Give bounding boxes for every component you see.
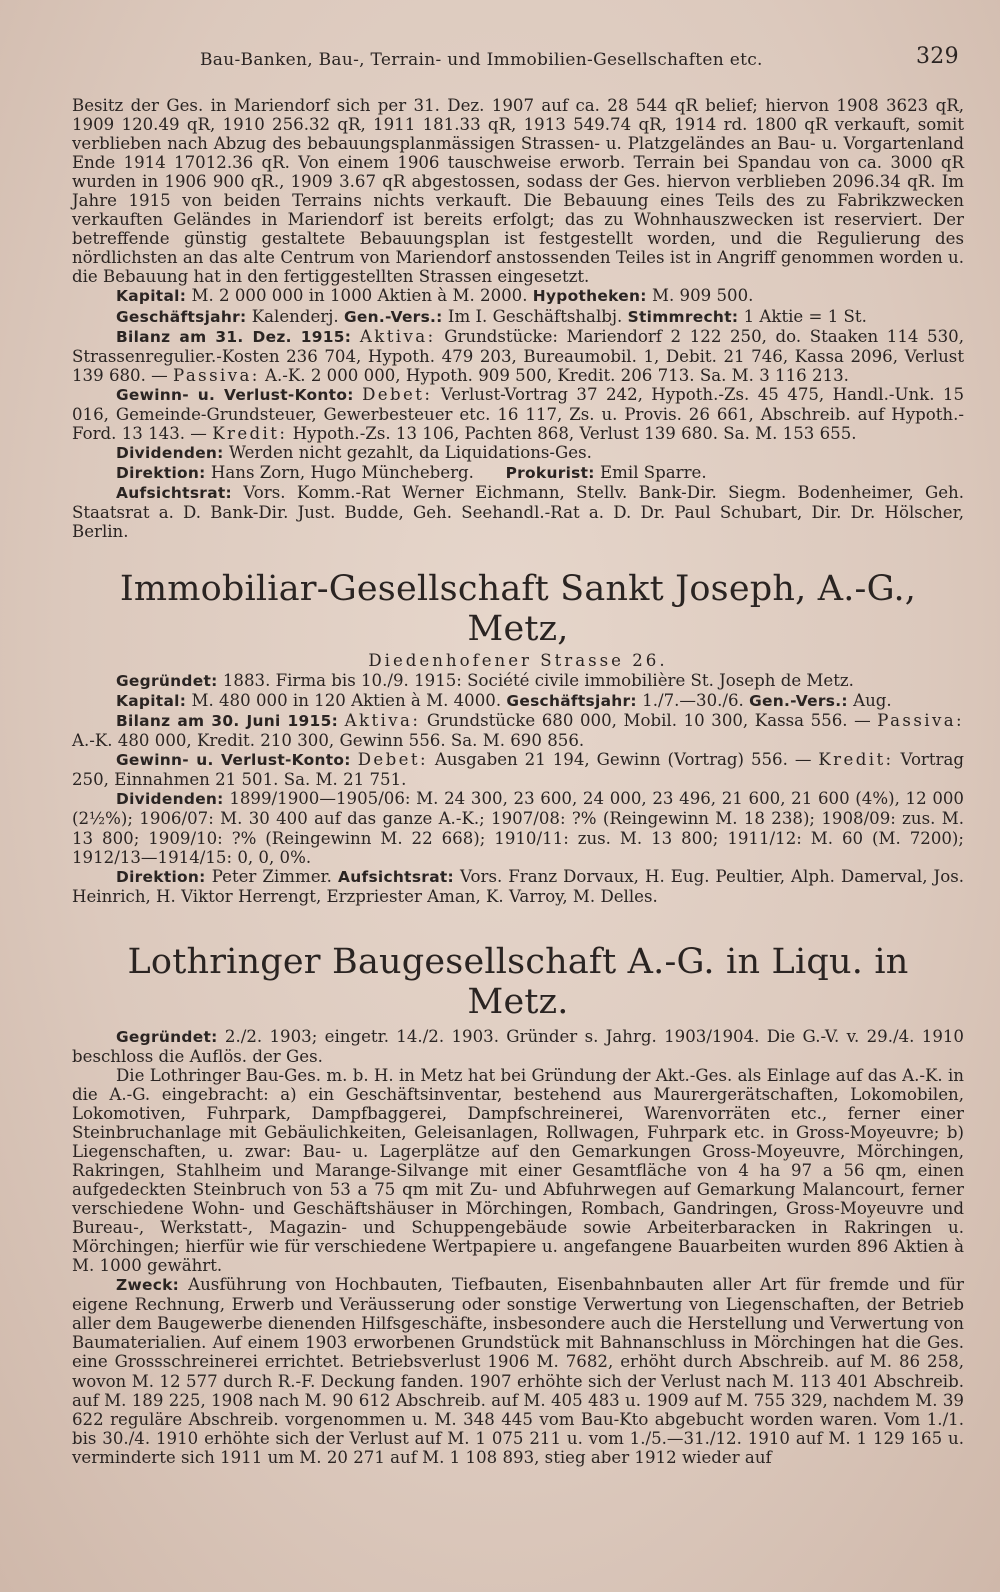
prokurist-value: Emil Sparre. [594, 462, 707, 482]
section3-purpose [72, 1275, 964, 1466]
dividenden-value: 1899/1900—1905/06: M. 24 300, 23 600, 24 000, 23 496, 21 600, 21 600 (4%), 12 000 (2½%); 1906/07: M. 30 400 auf das ganze A.-K.; 1907/08: ?% (Reingewinn M. 18 238); 1908/09: zus. M. 13 800; 1909/10: ?% (Reingewinn M. 22 668); 1910/11: zus. M. 13 800; 1911/12: M. 60 (M. 7200); 1912/13—1914/15: 0, 0, 0%. [72, 789, 964, 867]
section2-direction [72, 867, 964, 906]
label-gv-konto: Gewinn- u. Verlust-Konto: [116, 385, 354, 404]
gen-vers-value: Aug. [847, 691, 892, 711]
label-aktiva: Aktiva: [344, 711, 421, 731]
label-direktion: Direktion: [116, 463, 206, 482]
section1-dividends [72, 443, 964, 463]
section2-founded [72, 671, 964, 691]
label-kapital: Kapital: [116, 287, 187, 306]
label-passiva: Passiva: [173, 365, 260, 385]
label-geschaeftsjahr: Geschäftsjahr: [116, 307, 247, 326]
bilanz-aktiva: Grundstücke: Mariendorf 2 122 250, do. Staaken 114 530, Strassenregulier.-Kosten 236 704, Hypoth. 479 203, Bureaumobil. 1, Debit. 21 746, Kassa 2096, Verlust 139 680. — [72, 326, 964, 385]
section3-founded [72, 1027, 964, 1066]
section1-supervisory-board [72, 483, 964, 541]
section1-text: Besitz der Ges. in Mariendorf sich per 31. Dez. 1907 auf ca. 28 544 qR belief; hiervon 1908 3623 qR, 1909 120.49 qR, 1910 256.32 qR, 1911 181.33 qR, 1913 549.74 qR, 1914 rd. 1800 qR verkauft, somit verblieben nach Abzug des bebauungsplanmässigen Strassen- u. Platzgeländes an Bau- u. Vorgartenland Ende 1914 17012.36 qR. Von einem 1906 tauschweise erworb. Terrain bei Spandau von ca. 3000 qR wurden in 1906 900 qR., 1909 3.67 qR abgestossen, sodass der Ges. hiervon verblieben 2096.34 qR. Im Jahre 1915 von beiden Terrains nichts verkauft. Die Bebauung eines Teils des zu Fabrikzwecken verkauften Geländes in Mariendorf ist bereits erfolgt; das zu Wohnhauszwecken ist reserviert. Der betreffende günstig gestaltete Bebauungsplan ist festgestellt worden, und die Regulierung des nördlichsten an das alte Centrum von Mariendorf anstossenden Teiles ist in Angriff genommen worden u. die Bebauung hat in den fertiggestellten Strassen eingesetzt. [72, 96, 964, 287]
label-gegruendet: Gegründet: [116, 672, 218, 691]
label-aufsichtsrat: Aufsichtsrat: [116, 483, 232, 502]
label-dividenden: Dividenden: [116, 443, 224, 462]
stimmrecht-value: 1 Aktie = 1 St. [738, 306, 867, 326]
bilanz-passiva: A.-K. 480 000, Kredit. 210 300, Gewinn 556. Sa. M. 690 856. [72, 731, 585, 751]
aufsichtsrat-value: Vors. Franz Dorvaux, H. Eug. Peultier, Alph. Damerval, Jos. Heinrich, H. Viktor Herrengt, Erzpriester Aman, K. Varroy, M. Delles. [72, 866, 964, 906]
label-geschaeftsjahr: Geschäftsjahr: [506, 692, 637, 711]
direktion-value: Hans Zorn, Hugo Müncheberg. [205, 462, 506, 482]
section1-capital [72, 286, 964, 306]
label-direktion: Direktion: [116, 867, 206, 886]
company-address: Diedenhofener Strasse 26. [368, 651, 668, 671]
section2-balance [72, 711, 964, 750]
label-aktiva: Aktiva: [359, 326, 436, 346]
section1-profit-loss [72, 385, 964, 443]
label-hypotheken: Hypotheken: [532, 287, 647, 306]
kapital-value: M. 480 000 in 120 Aktien à M. 4000. [186, 691, 507, 711]
kapital-value: M. 2 000 000 in 1000 Aktien à M. 2000. [186, 286, 533, 306]
bilanz-passiva: A.-K. 2 000 000, Hypoth. 909 500, Kredit. 206 713. Sa. M. 3 116 213. [259, 365, 849, 385]
bilanz-aktiva: Grundstücke 680 000, Mobil. 10 300, Kassa 556. — [420, 711, 878, 731]
label-prokurist: Prokurist: [505, 463, 595, 482]
page-content [72, 96, 964, 1467]
label-debet: Debet: [362, 384, 433, 404]
section1-balance [72, 327, 964, 385]
company-title-lothringer: Lothringer Baugesellschaft A.-G. in Liqu. in Metz. [127, 941, 909, 1022]
geschaeftsjahr-value: 1./7.—30./6. [636, 691, 750, 711]
label-passiva: Passiva: [877, 711, 965, 731]
label-bilanz: Bilanz am 31. Dez. 1915: [116, 327, 352, 346]
gv-kredit: Hypoth.-Zs. 13 106, Pachten 868, Verlust 139 680. Sa. M. 153 655. [287, 423, 857, 443]
label-zweck: Zweck: [116, 1276, 180, 1295]
hypotheken-value: M. 909 500. [646, 286, 754, 306]
section1-direction [72, 463, 964, 483]
label-gen-vers: Gen.-Vers.: [343, 307, 443, 326]
geschaeftsjahr-value: Kalenderj. [246, 306, 344, 326]
label-dividenden: Dividenden: [116, 790, 224, 809]
label-gen-vers: Gen.-Vers.: [749, 692, 848, 711]
section3-contribution: Die Lothringer Bau-Ges. m. b. H. in Metz hat bei Gründung der Akt.-Ges. als Einlage auf das A.-K. in die A.-G. eingebracht: a) ein Geschäftsinventar, bestehend aus Maurergerätschaften, Lokomobilen, Lokomotiven, Fuhrpark, Dampfbaggerei, Dampfschreinerei, Warenvorräten etc., ferner einer Steinbruchanlage mit Gebäulichkeiten, Geleisanlagen, Rollwagen, Fuhrpark etc. in Gross-Moyeuvre; b) Liegenschaften, u. zwar: Bau- u. Lagerplätze auf den Gemarkungen Gross-Moyeuvre, Mörchingen, Rakringen, Stahlheim und Marange-Silvange mit einer Gesamtfläche von 4 ha 97 a 56 qm, einen aufgedeckten Steinbruch von 53 a 75 qm mit Zu- und Abfuhrwegen auf Gemarkung Malancourt, ferner verschiedene Wohn- und Geschäftshäuser in Mörchingen, Rombach, Gandringen, Gross-Moyeuvre und Bureau-, Werkstatt-, Magazin- und Schuppengebäude sowie Arbeiterbaracken in Rakringen u. Mörchingen; hierfür wie für verschiedene Wertpapiere u. angefangene Bauarbeiten wurden 896 Aktien à M. 1000 gewährt. [72, 1065, 964, 1276]
gv-debet: Verlust-Vortrag 37 242, Hypoth.-Zs. 45 475, Handl.-Unk. 15 016, Gemeinde-Grundsteuer, Gewerbesteuer etc. 16 117, Zs. u. Provis. 26 661, Abschreib. auf Hypoth.-Ford. 13 143. — [72, 384, 964, 443]
label-gegruendet: Gegründet: [116, 1027, 218, 1046]
page-header [0, 44, 1000, 74]
gen-vers-value: Im I. Geschäftshalbj. [442, 306, 628, 326]
section2-profit-loss [72, 750, 964, 789]
label-bilanz: Bilanz am 30. Juni 1915: [116, 712, 339, 731]
direktion-value: Peter Zimmer. [205, 866, 338, 886]
label-aufsichtsrat: Aufsichtsrat: [338, 867, 454, 886]
label-kredit: Kredit: [818, 750, 894, 770]
gegruendet-value: 1883. Firma bis 10./9. 1915: Société civile immobilière St. Joseph de Metz. [217, 671, 854, 691]
page-number: 329 [916, 44, 959, 69]
gv-kredit: Vortrag 250, Einnahmen 21 501. Sa. M. 21 751. [72, 750, 964, 790]
label-gv-konto: Gewinn- u. Verlust-Konto: [116, 751, 351, 770]
section1-business-year [72, 307, 964, 327]
label-stimmrecht: Stimmrecht: [627, 307, 739, 326]
label-debet: Debet: [357, 750, 428, 770]
company-title-sankt-joseph: Immobiliar-Gesellschaft Sankt Joseph, A.-G., Metz, [119, 569, 917, 650]
label-kredit: Kredit: [212, 423, 288, 443]
running-title: Bau-Banken, Bau-, Terrain- und Immobilien-Gesellschaften etc. [200, 50, 763, 70]
zweck-value: Ausführung von Hochbauten, Tiefbauten, Eisenbahnbauten aller Art für fremde und für eigene Rechnung, Erwerb und Veräusserung oder sonstige Verwertung von Liegenschaften, der Betrieb aller dem Baugewerbe dienenden Hilfsgeschäfte, insbesondere auch die Herstellung und Verwertung von Baumaterialien. Auf einem 1903 erworbenen Grundstück mit Bahnanschluss in Mörchingen hat die Ges. eine Grossschreinerei errichtet. Betriebsverlust 1906 M. 7682, erhöht durch Abschreib. auf M. 86 258, wovon M. 12 577 durch R.-F. Deckung fanden. 1907 erhöhte sich der Verlust nach M. 113 401 Abschreib. auf M. 189 225, 1908 nach M. 90 612 Abschreib. auf M. 405 483 u. 1909 auf M. 755 329, nachdem M. 39 622 reguläre Abschreib. vorgenommen u. M. 348 445 vom Bau-Kto abgebucht worden waren. Vom 1./1. bis 30./4. 1910 erhöhte sich der Verlust auf M. 1 075 211 u. vom 1./5.—31./12. 1910 auf M. 1 129 165 u. verminderte sich 1911 um M. 20 271 auf M. 1 108 893, stieg aber 1912 wieder auf [72, 1275, 964, 1467]
dividenden-value: Werden nicht gezahlt, da Liquidations-Ges. [223, 442, 592, 462]
section2-capital [72, 691, 964, 711]
gegruendet-value: 2./2. 1903; eingetr. 14./2. 1903. Gründer s. Jahrg. 1903/1904. Die G.-V. v. 29./4. 1910 beschloss die Auflös. der Ges. [72, 1026, 964, 1066]
aufsichtsrat-value: Vors. Komm.-Rat Werner Eichmann, Stellv. Bank-Dir. Siegm. Bodenheimer, Geh. Staatsrat a. D. Bank-Dir. Just. Budde, Geh. Seehandl.-Rat a. D. Dr. Paul Schubart, Dir. Dr. Hölscher, Berlin. [72, 482, 964, 542]
label-kapital: Kapital: [116, 692, 187, 711]
gv-debet: Ausgaben 21 194, Gewinn (Vortrag) 556. — [427, 750, 819, 770]
section2-dividends [72, 789, 964, 866]
